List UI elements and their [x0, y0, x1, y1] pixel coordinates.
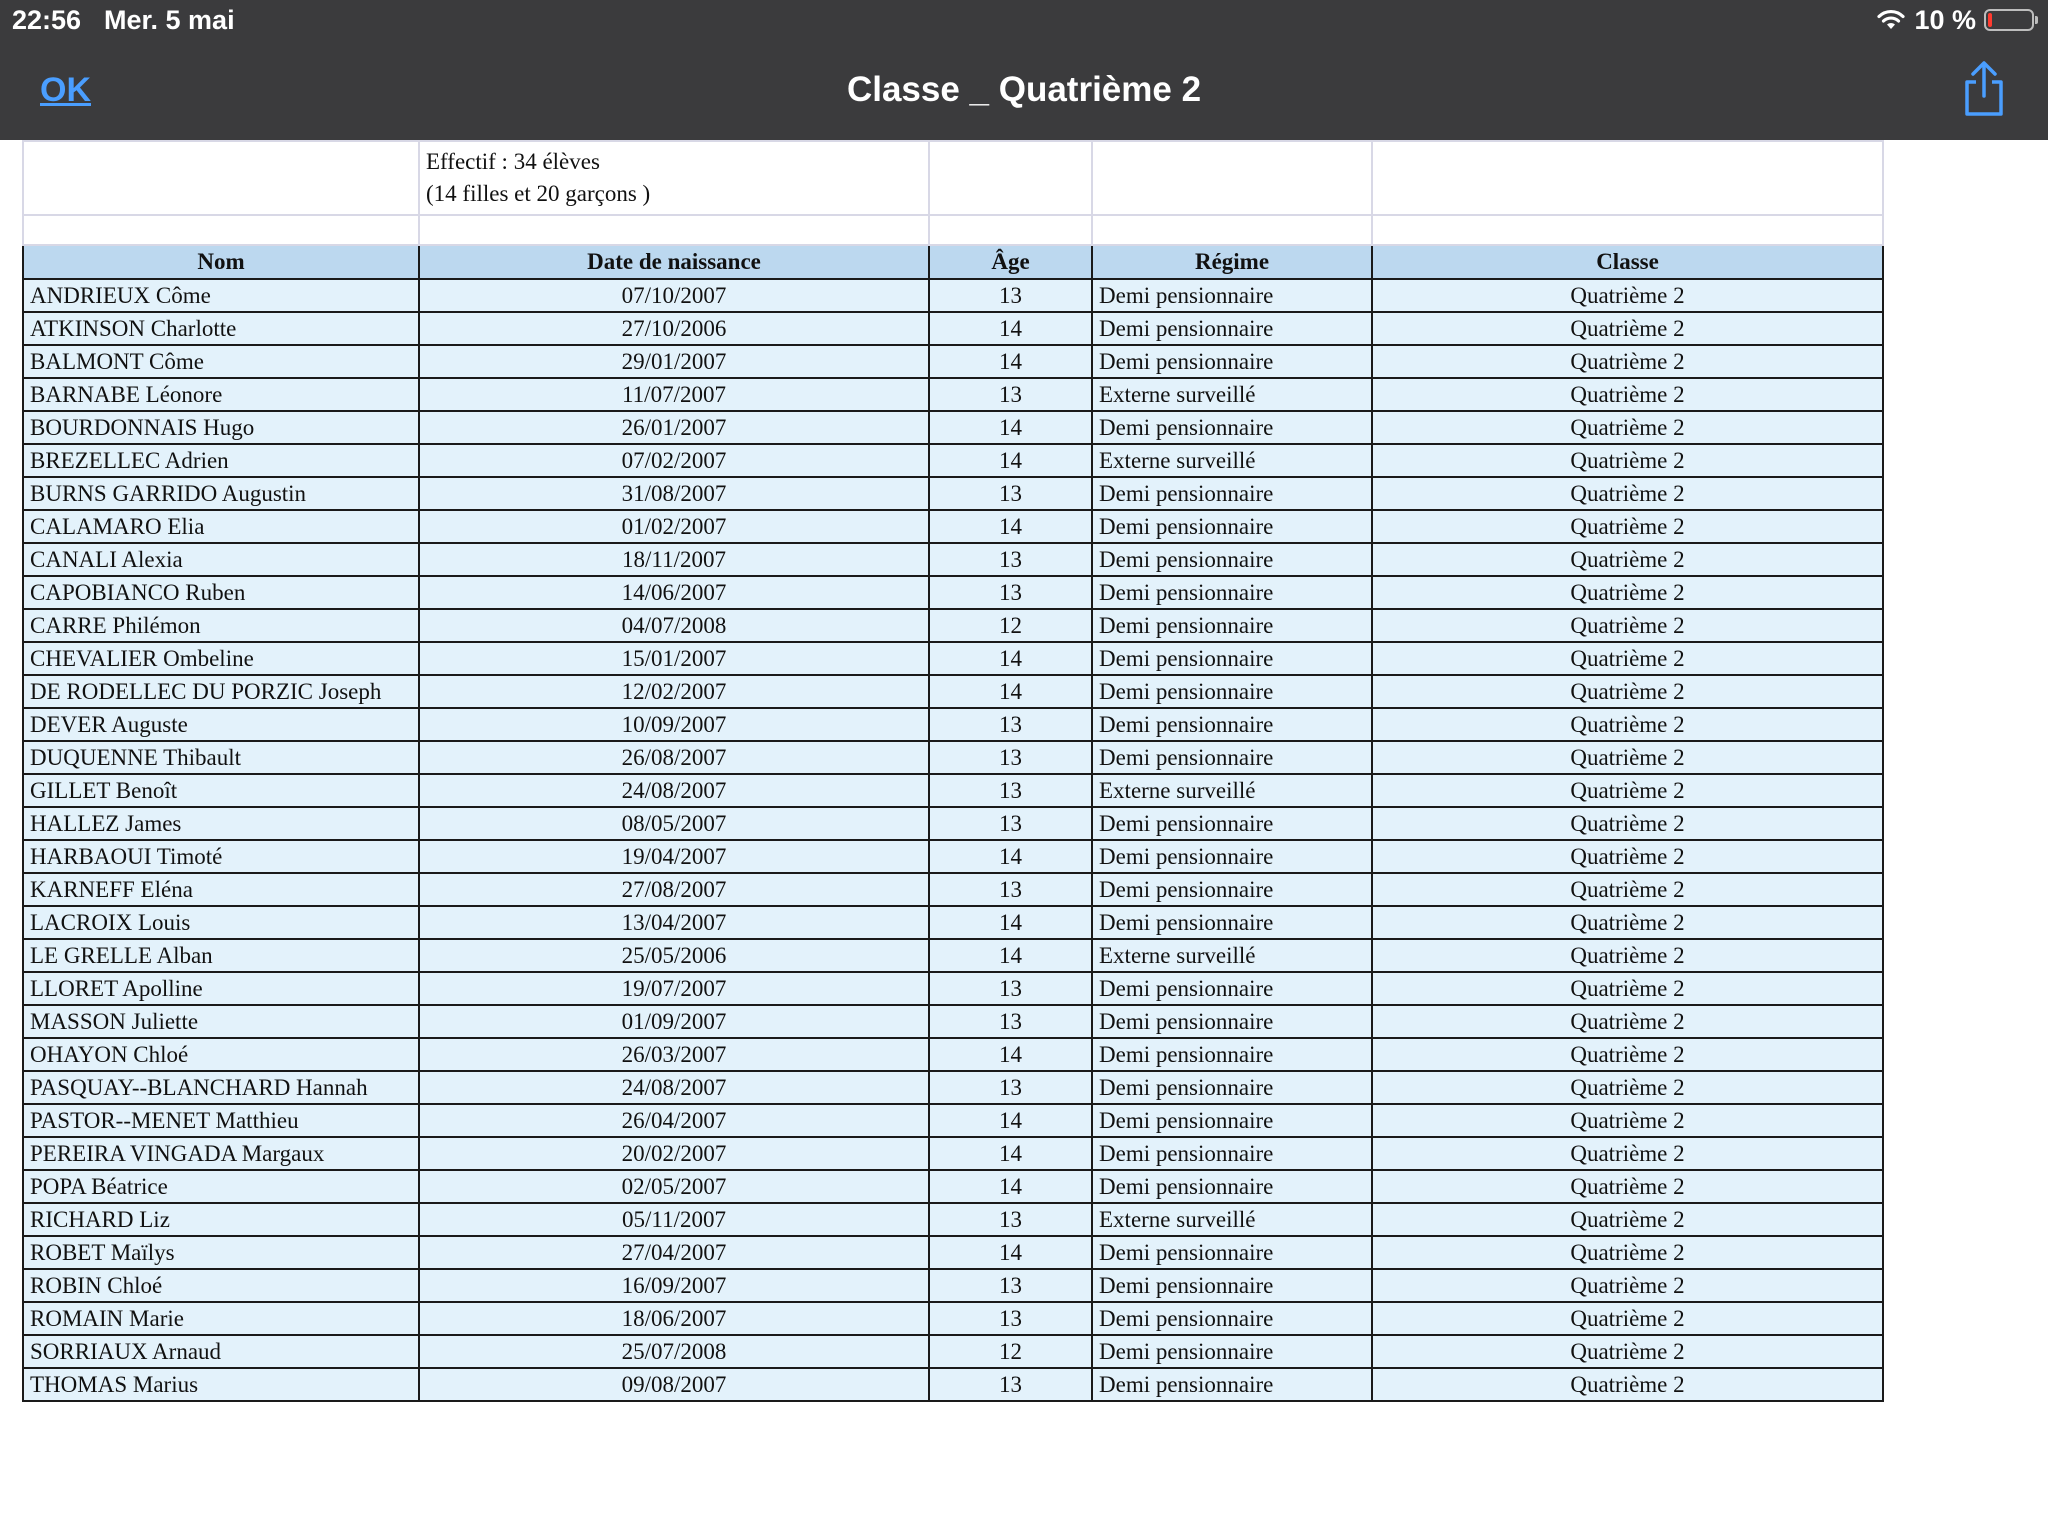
student-regime: Demi pensionnaire [1092, 1038, 1372, 1071]
student-age: 14 [929, 642, 1092, 675]
birth-date: 13/04/2007 [419, 906, 929, 939]
student-name: PEREIRA VINGADA Margaux [23, 1137, 419, 1170]
student-name: GILLET Benoît [23, 774, 419, 807]
table-row [23, 972, 1883, 1005]
table-row [23, 1170, 1883, 1203]
student-name: DUQUENNE Thibault [23, 741, 419, 774]
student-class: Quatrième 2 [1372, 642, 1883, 675]
student-class: Quatrième 2 [1372, 609, 1883, 642]
battery-level [1988, 13, 1992, 27]
table-row [23, 1269, 1883, 1302]
student-name: ROBET Maïlys [23, 1236, 419, 1269]
student-regime: Demi pensionnaire [1092, 1335, 1372, 1368]
table-row [23, 1335, 1883, 1368]
table-row [23, 642, 1883, 675]
summary-cell-empty [929, 141, 1092, 215]
student-age: 13 [929, 1302, 1092, 1335]
top-bar [0, 0, 2048, 140]
status-indicators [1876, 4, 2034, 36]
student-age: 13 [929, 1368, 1092, 1401]
birth-date: 14/06/2007 [419, 576, 929, 609]
status-date: Mer. 5 mai [104, 5, 235, 35]
student-class: Quatrième 2 [1372, 345, 1883, 378]
table-row [23, 1137, 1883, 1170]
student-name: LLORET Apolline [23, 972, 419, 1005]
student-class: Quatrième 2 [1372, 1269, 1883, 1302]
battery-icon [1984, 9, 2034, 31]
birth-date: 01/02/2007 [419, 510, 929, 543]
birth-date: 04/07/2008 [419, 609, 929, 642]
student-regime: Demi pensionnaire [1092, 1005, 1372, 1038]
student-regime: Externe surveillé [1092, 1203, 1372, 1236]
table-row [23, 1104, 1883, 1137]
class-roster-document [22, 140, 1882, 1402]
table-row [23, 1038, 1883, 1071]
student-class: Quatrième 2 [1372, 708, 1883, 741]
wifi-icon [1876, 8, 1906, 32]
student-class: Quatrième 2 [1372, 1071, 1883, 1104]
birth-date: 24/08/2007 [419, 1071, 929, 1104]
table-row [23, 279, 1883, 312]
student-name: ATKINSON Charlotte [23, 312, 419, 345]
student-name: PASTOR--MENET Matthieu [23, 1104, 419, 1137]
student-name: LE GRELLE Alban [23, 939, 419, 972]
student-age: 13 [929, 972, 1092, 1005]
table-row [23, 741, 1883, 774]
table-row [23, 1071, 1883, 1104]
birth-date: 26/01/2007 [419, 411, 929, 444]
student-regime: Demi pensionnaire [1092, 906, 1372, 939]
student-regime: Demi pensionnaire [1092, 1104, 1372, 1137]
student-age: 13 [929, 774, 1092, 807]
birth-date: 26/03/2007 [419, 1038, 929, 1071]
share-button[interactable] [1960, 60, 2008, 120]
student-age: 13 [929, 1005, 1092, 1038]
student-age: 13 [929, 477, 1092, 510]
student-class: Quatrième 2 [1372, 1104, 1883, 1137]
student-regime: Demi pensionnaire [1092, 642, 1372, 675]
student-regime: Externe surveillé [1092, 774, 1372, 807]
student-age: 14 [929, 312, 1092, 345]
birth-date: 07/10/2007 [419, 279, 929, 312]
column-header-regime: Régime [1092, 245, 1372, 279]
table-row [23, 1302, 1883, 1335]
student-name: ROBIN Chloé [23, 1269, 419, 1302]
enrollment-total: Effectif : 34 élèves [426, 149, 600, 174]
student-name: BALMONT Côme [23, 345, 419, 378]
student-age: 14 [929, 1236, 1092, 1269]
student-age: 14 [929, 1104, 1092, 1137]
share-icon [1960, 60, 2008, 120]
table-row [23, 510, 1883, 543]
student-regime: Demi pensionnaire [1092, 1302, 1372, 1335]
birth-date: 18/06/2007 [419, 1302, 929, 1335]
student-age: 14 [929, 840, 1092, 873]
student-class: Quatrième 2 [1372, 444, 1883, 477]
student-class: Quatrième 2 [1372, 543, 1883, 576]
birth-date: 07/02/2007 [419, 444, 929, 477]
student-name: HARBAOUI Timoté [23, 840, 419, 873]
birth-date: 08/05/2007 [419, 807, 929, 840]
birth-date: 01/09/2007 [419, 1005, 929, 1038]
student-class: Quatrième 2 [1372, 510, 1883, 543]
student-class: Quatrième 2 [1372, 411, 1883, 444]
student-class: Quatrième 2 [1372, 1236, 1883, 1269]
birth-date: 11/07/2007 [419, 378, 929, 411]
student-class: Quatrième 2 [1372, 1170, 1883, 1203]
student-age: 14 [929, 675, 1092, 708]
table-row [23, 675, 1883, 708]
birth-date: 09/08/2007 [419, 1368, 929, 1401]
table-row [23, 708, 1883, 741]
ok-button[interactable]: OK [40, 71, 91, 109]
table-row [23, 444, 1883, 477]
birth-date: 27/04/2007 [419, 1236, 929, 1269]
summary-row [23, 141, 1883, 215]
table-row [23, 873, 1883, 906]
page-title: Classe _ Quatrième 2 [846, 70, 1202, 109]
table-row [23, 807, 1883, 840]
birth-date: 19/04/2007 [419, 840, 929, 873]
student-class: Quatrième 2 [1372, 807, 1883, 840]
birth-date: 02/05/2007 [419, 1170, 929, 1203]
student-name: ANDRIEUX Côme [23, 279, 419, 312]
student-name: CANALI Alexia [23, 543, 419, 576]
student-age: 13 [929, 1071, 1092, 1104]
enrollment-summary [419, 141, 929, 215]
student-name: CARRE Philémon [23, 609, 419, 642]
table-row [23, 609, 1883, 642]
student-regime: Demi pensionnaire [1092, 411, 1372, 444]
student-name: KARNEFF Eléna [23, 873, 419, 906]
student-name: ROMAIN Marie [23, 1302, 419, 1335]
student-name: DE RODELLEC DU PORZIC Joseph [23, 675, 419, 708]
student-age: 14 [929, 1170, 1092, 1203]
student-age: 13 [929, 741, 1092, 774]
student-name: PASQUAY--BLANCHARD Hannah [23, 1071, 419, 1104]
student-regime: Demi pensionnaire [1092, 873, 1372, 906]
birth-date: 10/09/2007 [419, 708, 929, 741]
student-age: 12 [929, 609, 1092, 642]
column-header-age: Âge [929, 245, 1092, 279]
student-age: 14 [929, 345, 1092, 378]
birth-date: 18/11/2007 [419, 543, 929, 576]
birth-date: 19/07/2007 [419, 972, 929, 1005]
student-class: Quatrième 2 [1372, 1335, 1883, 1368]
student-regime: Demi pensionnaire [1092, 345, 1372, 378]
student-age: 13 [929, 378, 1092, 411]
student-age: 13 [929, 1203, 1092, 1236]
student-regime: Demi pensionnaire [1092, 675, 1372, 708]
student-name: BURNS GARRIDO Augustin [23, 477, 419, 510]
student-class: Quatrième 2 [1372, 576, 1883, 609]
student-age: 14 [929, 939, 1092, 972]
student-regime: Externe surveillé [1092, 444, 1372, 477]
student-name: SORRIAUX Arnaud [23, 1335, 419, 1368]
student-age: 14 [929, 411, 1092, 444]
student-class: Quatrième 2 [1372, 741, 1883, 774]
birth-date: 15/01/2007 [419, 642, 929, 675]
table-row [23, 411, 1883, 444]
table-row [23, 1236, 1883, 1269]
student-class: Quatrième 2 [1372, 1005, 1883, 1038]
student-regime: Demi pensionnaire [1092, 1170, 1372, 1203]
table-row [23, 477, 1883, 510]
birth-date: 31/08/2007 [419, 477, 929, 510]
table-row [23, 774, 1883, 807]
student-age: 14 [929, 1137, 1092, 1170]
student-list [23, 279, 1883, 1401]
birth-date: 27/08/2007 [419, 873, 929, 906]
student-class: Quatrième 2 [1372, 873, 1883, 906]
student-age: 13 [929, 873, 1092, 906]
student-age: 12 [929, 1335, 1092, 1368]
summary-cell-empty [23, 141, 419, 215]
student-name: OHAYON Chloé [23, 1038, 419, 1071]
student-name: CHEVALIER Ombeline [23, 642, 419, 675]
student-class: Quatrième 2 [1372, 840, 1883, 873]
student-class: Quatrième 2 [1372, 774, 1883, 807]
birth-date: 25/05/2006 [419, 939, 929, 972]
student-class: Quatrième 2 [1372, 378, 1883, 411]
student-regime: Demi pensionnaire [1092, 477, 1372, 510]
birth-date: 12/02/2007 [419, 675, 929, 708]
status-time: 22:56 [12, 5, 82, 35]
student-age: 14 [929, 510, 1092, 543]
student-name: CALAMARO Elia [23, 510, 419, 543]
student-class: Quatrième 2 [1372, 312, 1883, 345]
birth-date: 25/07/2008 [419, 1335, 929, 1368]
birth-date: 29/01/2007 [419, 345, 929, 378]
student-age: 13 [929, 543, 1092, 576]
student-age: 13 [929, 279, 1092, 312]
student-class: Quatrième 2 [1372, 1038, 1883, 1071]
student-regime: Demi pensionnaire [1092, 1368, 1372, 1401]
table-row [23, 312, 1883, 345]
enrollment-breakdown: (14 filles et 20 garçons ) [426, 181, 651, 206]
student-age: 13 [929, 708, 1092, 741]
student-regime: Demi pensionnaire [1092, 708, 1372, 741]
student-class: Quatrième 2 [1372, 675, 1883, 708]
birth-date: 20/02/2007 [419, 1137, 929, 1170]
column-header-date-naissance: Date de naissance [419, 245, 929, 279]
student-regime: Demi pensionnaire [1092, 279, 1372, 312]
table-row [23, 576, 1883, 609]
table-row [23, 1368, 1883, 1401]
birth-date: 24/08/2007 [419, 774, 929, 807]
table-row [23, 1005, 1883, 1038]
student-name: BREZELLEC Adrien [23, 444, 419, 477]
student-age: 14 [929, 906, 1092, 939]
student-name: BARNABE Léonore [23, 378, 419, 411]
student-regime: Demi pensionnaire [1092, 609, 1372, 642]
column-header-classe: Classe [1372, 245, 1883, 279]
spacer-row [23, 215, 1883, 245]
battery-percent: 10 % [1914, 4, 1976, 35]
student-name: LACROIX Louis [23, 906, 419, 939]
student-age: 14 [929, 1038, 1092, 1071]
student-class: Quatrième 2 [1372, 939, 1883, 972]
birth-date: 26/04/2007 [419, 1104, 929, 1137]
student-name: DEVER Auguste [23, 708, 419, 741]
table-row [23, 840, 1883, 873]
student-class: Quatrième 2 [1372, 279, 1883, 312]
birth-date: 16/09/2007 [419, 1269, 929, 1302]
table-row [23, 939, 1883, 972]
student-regime: Demi pensionnaire [1092, 1071, 1372, 1104]
student-class: Quatrième 2 [1372, 1203, 1883, 1236]
student-name: POPA Béatrice [23, 1170, 419, 1203]
student-regime: Demi pensionnaire [1092, 972, 1372, 1005]
birth-date: 26/08/2007 [419, 741, 929, 774]
student-name: HALLEZ James [23, 807, 419, 840]
student-regime: Externe surveillé [1092, 939, 1372, 972]
student-class: Quatrième 2 [1372, 477, 1883, 510]
student-age: 13 [929, 1269, 1092, 1302]
student-regime: Demi pensionnaire [1092, 840, 1372, 873]
student-age: 13 [929, 807, 1092, 840]
student-regime: Demi pensionnaire [1092, 312, 1372, 345]
birth-date: 05/11/2007 [419, 1203, 929, 1236]
student-regime: Demi pensionnaire [1092, 1137, 1372, 1170]
student-name: RICHARD Liz [23, 1203, 419, 1236]
table-row [23, 543, 1883, 576]
summary-cell-empty [1092, 141, 1372, 215]
student-class: Quatrième 2 [1372, 972, 1883, 1005]
table-row [23, 1203, 1883, 1236]
student-regime: Demi pensionnaire [1092, 1269, 1372, 1302]
birth-date: 27/10/2006 [419, 312, 929, 345]
column-header-nom: Nom [23, 245, 419, 279]
student-regime: Demi pensionnaire [1092, 576, 1372, 609]
student-name: BOURDONNAIS Hugo [23, 411, 419, 444]
table-row [23, 378, 1883, 411]
summary-cell-empty [1372, 141, 1883, 215]
student-age: 13 [929, 576, 1092, 609]
student-class: Quatrième 2 [1372, 1368, 1883, 1401]
student-class: Quatrième 2 [1372, 1137, 1883, 1170]
student-regime: Demi pensionnaire [1092, 807, 1372, 840]
student-regime: Demi pensionnaire [1092, 1236, 1372, 1269]
student-name: MASSON Juliette [23, 1005, 419, 1038]
class-roster-table [22, 140, 1884, 1402]
student-regime: Demi pensionnaire [1092, 510, 1372, 543]
student-class: Quatrième 2 [1372, 906, 1883, 939]
student-age: 14 [929, 444, 1092, 477]
student-name: CAPOBIANCO Ruben [23, 576, 419, 609]
table-row [23, 906, 1883, 939]
student-class: Quatrième 2 [1372, 1302, 1883, 1335]
student-regime: Externe surveillé [1092, 378, 1372, 411]
student-name: THOMAS Marius [23, 1368, 419, 1401]
student-regime: Demi pensionnaire [1092, 741, 1372, 774]
table-row [23, 345, 1883, 378]
student-regime: Demi pensionnaire [1092, 543, 1372, 576]
table-header-row [23, 245, 1883, 279]
